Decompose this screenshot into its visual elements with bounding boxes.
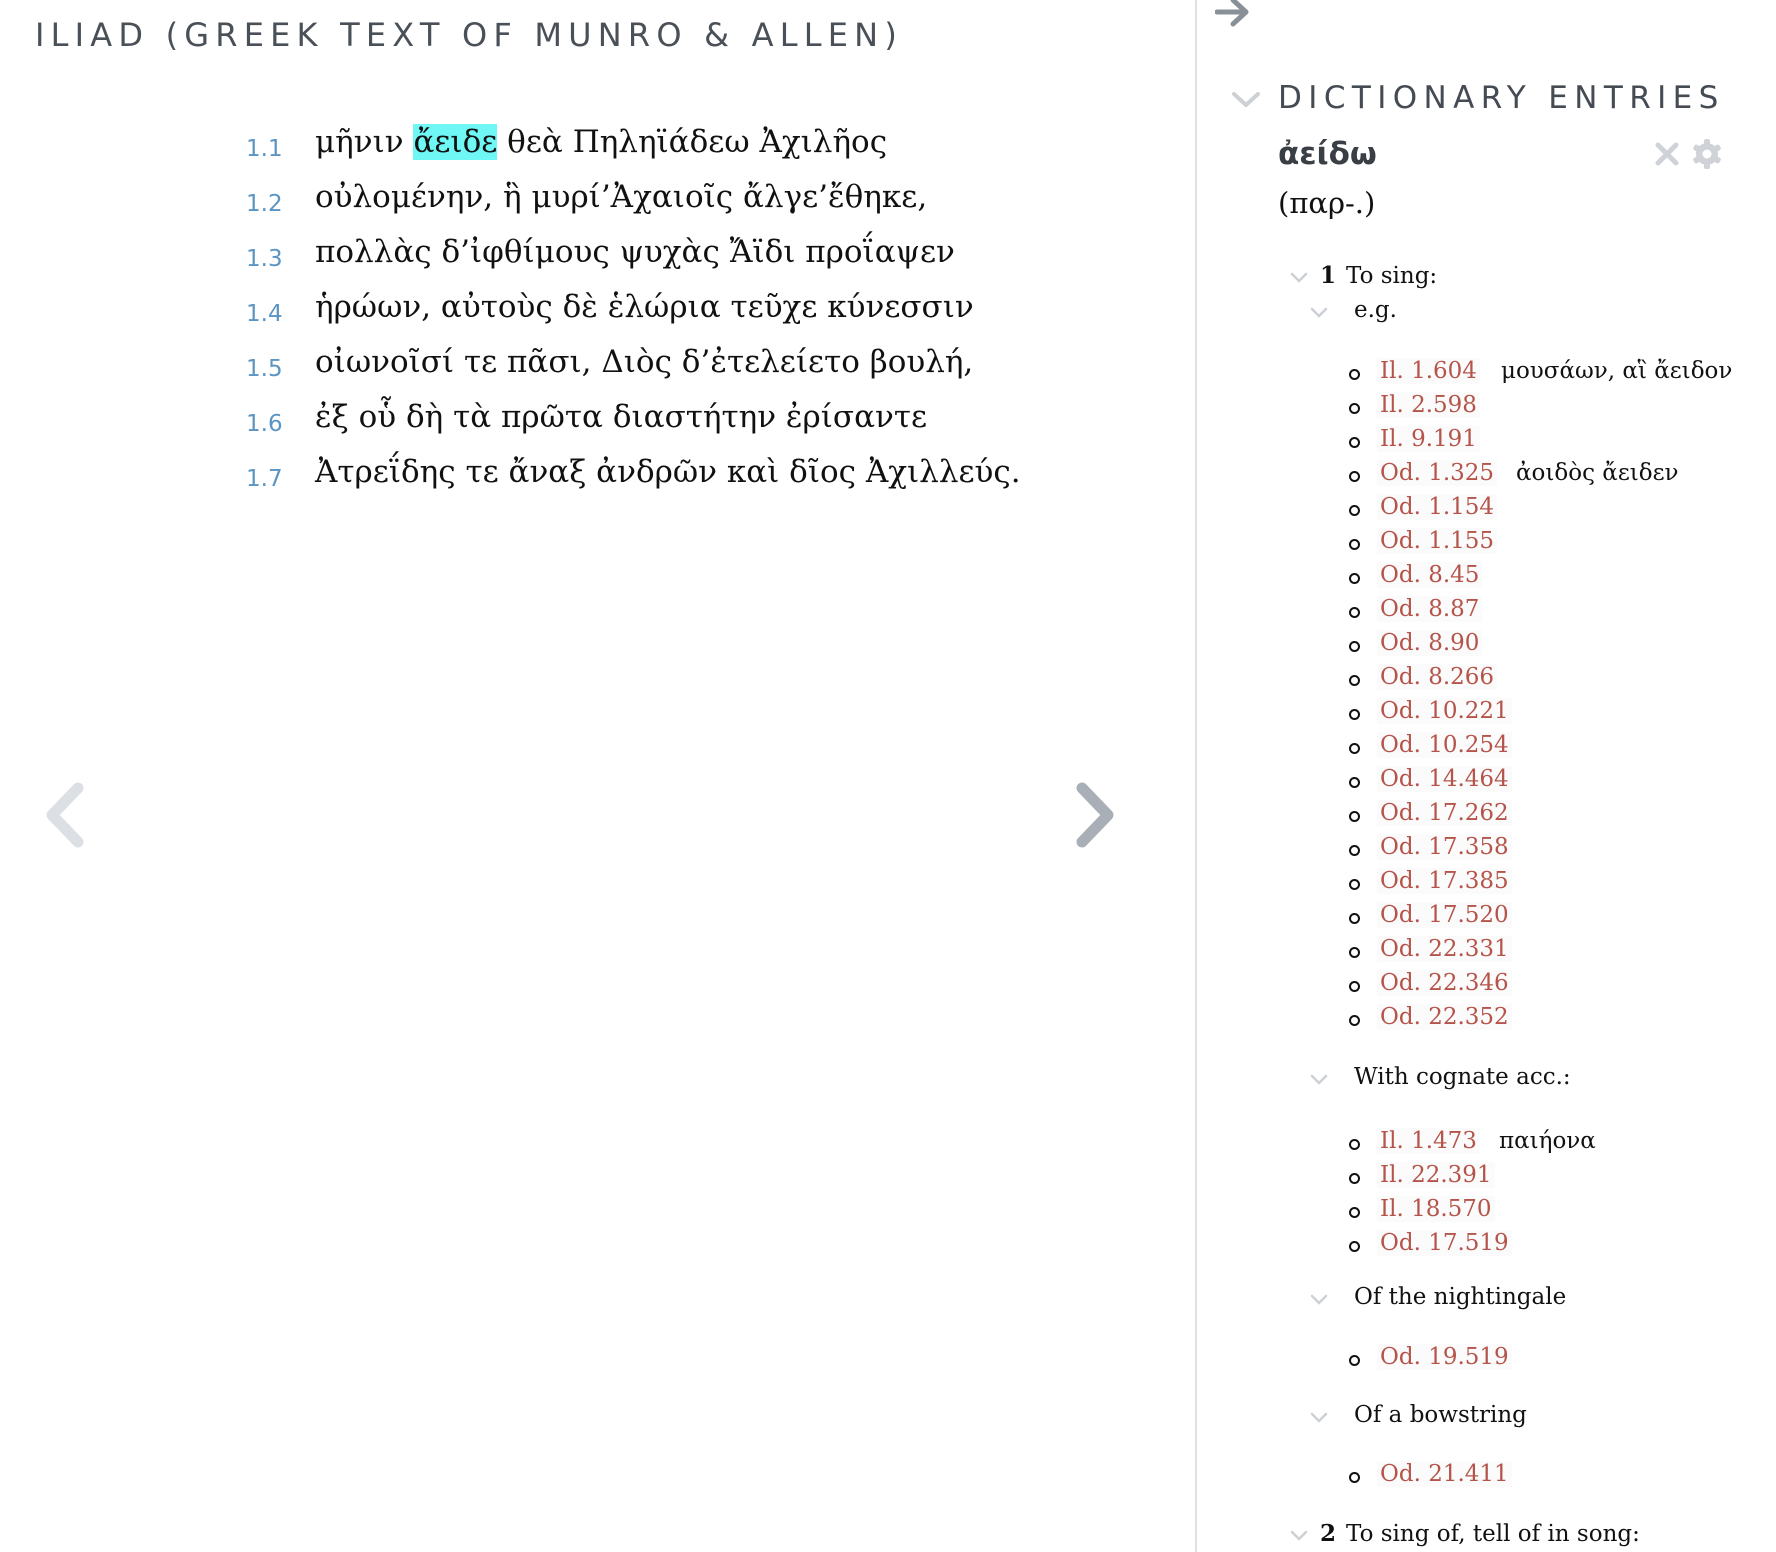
reference-link[interactable]: Od. 1.155 [1377,528,1497,554]
bullet-icon [1349,1355,1360,1366]
reference-link[interactable]: Od. 17.262 [1377,800,1512,826]
word[interactable]: οἰωνοῖσί [315,344,455,380]
line-text [315,179,927,215]
reference-link[interactable]: Od. 10.254 [1377,732,1512,758]
chevron-down-icon[interactable] [1310,307,1328,319]
chevron-down-icon[interactable] [1290,272,1308,284]
line-number[interactable]: 1.7 [246,466,283,492]
reference-quote: ἀοιδὸς ἄειδεν [1516,460,1679,486]
bullet-icon [1349,913,1360,924]
reference-link[interactable]: Od. 10.221 [1377,698,1512,724]
word[interactable]: ἐρίσαντε [785,399,928,435]
sense-number: 2 [1320,1520,1337,1547]
word[interactable]: Πηληϊάδεω [572,124,750,160]
chevron-right-icon [1068,780,1118,850]
reference-link[interactable]: Od. 14.464 [1377,766,1512,792]
word[interactable]: Ἀχιλλεύς. [865,454,1021,490]
word[interactable]: Ἀτρεΐδης [315,454,456,490]
bullet-icon [1349,777,1360,788]
group-label: Of a bowstring [1354,1402,1527,1428]
word[interactable]: βουλή, [869,344,974,380]
work-title: ILIAD (GREEK TEXT OF MUNRO & ALLEN) [35,16,903,54]
line-text [315,289,974,325]
line-number[interactable]: 1.1 [246,136,283,162]
bullet-icon [1349,675,1360,686]
reference-link[interactable]: Od. 8.90 [1377,630,1482,656]
word[interactable]: καὶ [726,454,780,490]
bullet-icon [1349,947,1360,958]
word[interactable]: ἡρώων, [315,289,432,325]
chevron-down-icon[interactable] [1310,1412,1328,1424]
word[interactable]: οὐλομένην, [315,179,494,215]
reference-link[interactable]: Od. 8.45 [1377,562,1482,588]
bullet-icon [1349,1173,1360,1184]
reference-link[interactable]: Od. 8.87 [1377,596,1482,622]
reference-link[interactable]: Od. 21.411 [1377,1461,1512,1487]
word[interactable]: μυρί’Ἀχαιοῖς [531,179,734,215]
word[interactable]: ἣ [503,179,522,215]
reference-link[interactable]: Od. 1.325 [1377,460,1497,486]
word[interactable]: ἐξ [315,399,349,435]
line-text [315,124,887,160]
word[interactable]: τε [463,344,498,380]
word[interactable]: τε [465,454,499,490]
word[interactable]: διαστήτην [612,399,777,435]
word[interactable]: τὰ [453,399,492,435]
reference-link[interactable]: Od. 22.352 [1377,1004,1512,1030]
word[interactable]: δὲ [562,289,598,325]
word[interactable]: προΐαψεν [805,234,955,270]
group-label: Of the nightingale [1354,1284,1567,1310]
reference-link[interactable]: Od. 17.520 [1377,902,1512,928]
bullet-icon [1349,471,1360,482]
sense-definition: To sing of, tell of in song: [1346,1521,1640,1547]
reference-link[interactable]: Od. 1.154 [1377,494,1497,520]
bullet-icon [1349,1472,1360,1483]
line-number[interactable]: 1.5 [246,356,283,382]
bullet-icon [1349,845,1360,856]
bullet-icon [1349,743,1360,754]
word[interactable]: δὴ [405,399,444,435]
chevron-down-icon[interactable] [1290,1530,1308,1542]
line-text [315,344,973,380]
word[interactable]: ἑλώρια [607,289,721,325]
reference-quote: παιήονα [1499,1128,1596,1154]
reference-link[interactable]: Od. 17.385 [1377,868,1512,894]
word[interactable]: κύνεσσιν [827,289,974,325]
line-number[interactable]: 1.3 [246,246,283,272]
bullet-icon [1349,1207,1360,1218]
reference-link[interactable]: Od. 22.346 [1377,970,1512,996]
word[interactable]: θεὰ [507,124,563,160]
section-title: DICTIONARY ENTRIES [1278,80,1725,116]
reference-link[interactable]: Od. 19.519 [1377,1344,1512,1370]
arrow-right-icon [1215,0,1255,30]
word[interactable]: τεῦχε [730,289,818,325]
group-label: With cognate acc.: [1354,1064,1571,1090]
bullet-icon [1349,1139,1360,1150]
word[interactable]: Ἀχιλῆος [759,124,888,160]
word[interactable]: οὗ [358,399,397,435]
bullet-icon [1349,641,1360,652]
word[interactable]: ψυχὰς [619,234,720,270]
reference-link[interactable]: Il. 1.473 [1377,1128,1480,1154]
dictionary-sidebar [1197,0,1776,1552]
word[interactable]: ἀνδρῶν [596,454,717,490]
sense-number: 1 [1320,262,1337,289]
word[interactable]: δ’ἐτελείετο [681,344,860,380]
bullet-icon [1349,709,1360,720]
bullet-icon [1349,403,1360,414]
word[interactable]: αὐτοὺς [440,289,553,325]
reference-link[interactable]: Il. 2.598 [1377,392,1480,418]
chevron-down-icon[interactable] [1310,1294,1328,1306]
word[interactable]: πᾶσι, [507,344,592,380]
close-entry-button[interactable] [1653,140,1681,168]
reference-quote: μουσάων, αἳ ἄειδον [1501,358,1733,384]
bullet-icon [1349,539,1360,550]
line-number[interactable]: 1.4 [246,301,283,327]
line-text [315,399,927,435]
word[interactable]: μῆνιν [315,124,404,160]
section-toggle[interactable] [1231,90,1261,110]
sense-definition: To sing: [1346,263,1438,289]
entry-settings-button[interactable] [1691,138,1723,170]
bullet-icon [1349,437,1360,448]
word[interactable]: πολλὰς [315,234,432,270]
bullet-icon [1349,607,1360,618]
word[interactable]: Διὸς [601,344,672,380]
reference-link[interactable]: Il. 22.391 [1377,1162,1495,1188]
sense-heading [1320,1520,1640,1547]
bullet-icon [1349,981,1360,992]
collapse-sidebar-button[interactable] [1215,0,1255,30]
word[interactable]: δῖος [789,454,856,490]
line-text [315,234,955,270]
bullet-icon [1349,573,1360,584]
line-text [315,454,1021,490]
chevron-left-icon [42,780,92,850]
line-number[interactable]: 1.2 [246,191,283,217]
word[interactable]: δ’ἰφθίμους [441,234,610,270]
reference-link[interactable]: Od. 22.331 [1377,936,1512,962]
gear-icon [1691,138,1723,170]
group-label: e.g. [1354,297,1397,323]
reference-link[interactable]: Od. 17.358 [1377,834,1512,860]
chevron-down-icon [1231,90,1261,110]
bullet-icon [1349,811,1360,822]
sense-heading [1320,262,1437,289]
line-number[interactable]: 1.6 [246,411,283,437]
word[interactable]: ἄλγε’ἔθηκε, [742,179,928,215]
lemma-note: (παρ-.) [1278,186,1376,220]
word[interactable]: ἄναξ [508,454,587,490]
bullet-icon [1349,369,1360,380]
next-page-button[interactable] [1068,780,1118,850]
prev-page-button[interactable] [42,780,92,850]
word-highlighted[interactable]: ἄειδε [413,124,498,160]
bullet-icon [1349,505,1360,516]
reference-link[interactable]: Il. 18.570 [1377,1196,1495,1222]
word[interactable]: πρῶτα [501,399,603,435]
reference-link[interactable]: Od. 17.519 [1377,1230,1512,1256]
reference-link[interactable]: Od. 8.266 [1377,664,1497,690]
lemma-headword: ἀείδω [1278,136,1377,172]
reference-link[interactable]: Il. 1.604 [1377,358,1480,384]
reference-link[interactable]: Il. 9.191 [1377,426,1480,452]
bullet-icon [1349,1241,1360,1252]
bullet-icon [1349,879,1360,890]
bullet-icon [1349,1015,1360,1026]
chevron-down-icon[interactable] [1310,1074,1328,1086]
word[interactable]: Ἄϊδι [729,234,796,270]
close-icon [1653,140,1681,168]
